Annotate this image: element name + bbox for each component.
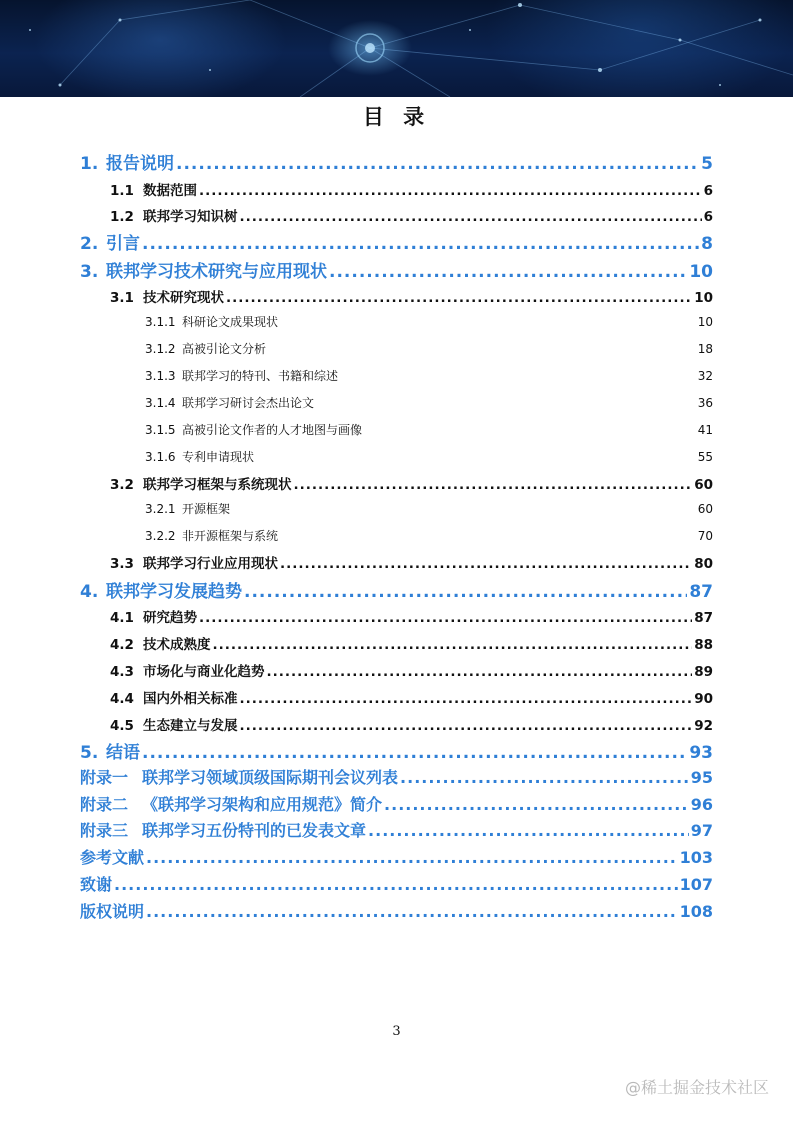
toc-entry-title: 联邦学习研讨会杰出论文 (182, 396, 315, 410)
toc-entry[interactable] (80, 899, 713, 923)
toc-entry-title: 联邦学习技术研究与应用现状 (106, 262, 327, 282)
toc-entry-title: 联邦学习五份特刊的已发表文章 (142, 821, 367, 840)
toc-entry-number: 4.5 (110, 718, 134, 734)
toc-leader-dots (146, 902, 678, 921)
toc-entry[interactable] (110, 552, 713, 572)
toc-entry-title: 开源框架 (182, 502, 231, 516)
toc-entry[interactable] (80, 577, 713, 601)
toc-entry-page: 60 (694, 477, 713, 493)
toc-entry-page: 18 (697, 342, 713, 356)
toc-leader-dots (280, 556, 692, 572)
toc-entry-page: 5 (701, 154, 713, 174)
toc-entry[interactable] (145, 448, 713, 466)
toc-entry-page: 96 (690, 795, 713, 814)
toc-entry-page: 70 (697, 529, 713, 543)
toc-entry[interactable] (110, 606, 713, 626)
toc-entry-title: 致谢 (80, 875, 113, 894)
toc-entry-number: 3.1 (110, 290, 134, 306)
toc-entry-number: 3.1.2 (145, 342, 176, 356)
toc-entry-page: 93 (689, 743, 713, 763)
toc-entry-number: 附录二 (80, 795, 129, 814)
toc-entry-page: 32 (697, 369, 713, 383)
toc-entry-page: 6 (703, 209, 713, 225)
toc-entry[interactable] (80, 792, 713, 816)
toc-entry-number: 3.1.6 (145, 450, 176, 464)
toc-entry[interactable] (110, 660, 713, 680)
toc-entry[interactable] (80, 872, 713, 896)
toc-leader-dots (142, 234, 699, 254)
toc-leader-dots (176, 154, 699, 174)
toc-entry-number: 1.1 (110, 183, 134, 199)
toc-leader-dots (368, 821, 689, 840)
toc-entry[interactable] (80, 257, 713, 281)
toc-entry-number: 3.1.5 (145, 423, 176, 437)
toc-entry-title: 联邦学习的特刊、书籍和综述 (182, 369, 339, 383)
toc-entry-number: 4.3 (110, 664, 134, 680)
toc-leader-dots (142, 743, 687, 763)
toc-entry-number: 4.4 (110, 691, 134, 707)
toc-entry-title: 报告说明 (106, 154, 174, 174)
toc-entry-page: 10 (694, 290, 713, 306)
toc-entry-number: 3.2.2 (145, 529, 176, 543)
toc-entry[interactable] (110, 714, 713, 734)
toc-leader-dots (226, 290, 692, 306)
toc-entry[interactable] (110, 473, 713, 493)
toc-entry-page: 55 (697, 450, 713, 464)
network-graphic (0, 0, 793, 97)
toc-leader-dots (114, 875, 678, 894)
toc-entry-title: 国内外相关标准 (143, 691, 238, 707)
toc-entry-number: 附录三 (80, 821, 129, 840)
toc-entry[interactable] (110, 633, 713, 653)
toc-entry-page: 95 (690, 768, 713, 787)
toc-entry[interactable] (145, 394, 713, 412)
toc-leader-dots (244, 582, 687, 602)
toc-entry-number: 3.1.4 (145, 396, 176, 410)
toc-leader-dots (213, 637, 693, 653)
toc-entry-page: 90 (694, 691, 713, 707)
toc-entry-page: 36 (697, 396, 713, 410)
toc-entry-page: 6 (703, 183, 713, 199)
toc-leader-dots (400, 768, 689, 787)
toc-entry-title: 生态建立与发展 (143, 718, 238, 734)
toc-entry-number: 4.2 (110, 637, 134, 653)
toc-entry[interactable] (110, 179, 713, 199)
toc-entry-title: 技术成熟度 (143, 637, 211, 653)
toc-entry-page: 87 (694, 610, 713, 626)
toc-entry-page: 10 (697, 315, 713, 329)
toc-entry-number: 2. (80, 234, 99, 254)
toc-entry[interactable] (145, 340, 713, 358)
toc-leader-dots (384, 795, 689, 814)
toc-entry-number: 3.2.1 (145, 502, 176, 516)
page-number: 3 (392, 1024, 401, 1039)
toc-entry-title: 数据范围 (143, 183, 197, 199)
toc-entry-number: 4. (80, 582, 99, 602)
toc-entry-page: 60 (697, 502, 713, 516)
toc-entry-title: 引言 (106, 234, 140, 254)
toc-leader-dots (240, 209, 702, 225)
toc-entry[interactable] (145, 527, 713, 545)
toc-entry-page: 87 (689, 582, 713, 602)
toc-entry-number: 附录一 (80, 768, 129, 787)
toc-entry-title: 联邦学习知识树 (143, 209, 238, 225)
toc-leader-dots (267, 664, 693, 680)
toc-entry-title: 非开源框架与系统 (182, 529, 279, 543)
toc-entry-page: 97 (690, 821, 713, 840)
toc-entry-page: 107 (679, 875, 713, 894)
toc-entry-number: 1. (80, 154, 99, 174)
toc-entry-title: 《联邦学习架构和应用规范》简介 (142, 795, 383, 814)
toc-entry-title: 科研论文成果现状 (182, 315, 279, 329)
toc-leader-dots (146, 848, 678, 867)
toc-entry[interactable] (145, 367, 713, 385)
toc-entry-title: 结语 (106, 743, 140, 763)
toc-entry-page: 88 (694, 637, 713, 653)
toc-entry[interactable] (80, 818, 713, 842)
toc-entry-number: 3. (80, 262, 99, 282)
toc-leader-dots (199, 183, 702, 199)
toc-entry-title: 联邦学习发展趋势 (106, 582, 242, 602)
toc-entry-title: 联邦学习行业应用现状 (143, 556, 278, 572)
toc-entry-title: 研究趋势 (143, 610, 197, 626)
toc-entry[interactable] (110, 687, 713, 707)
toc-leader-dots (294, 477, 693, 493)
toc-entry-title: 联邦学习领域顶级国际期刊会议列表 (142, 768, 399, 787)
toc-entry-page: 89 (694, 664, 713, 680)
toc-entry-title: 高被引论文分析 (182, 342, 267, 356)
toc-entry-title: 参考文献 (80, 848, 145, 867)
toc-entry[interactable] (80, 765, 713, 789)
toc-entry[interactable] (80, 738, 713, 762)
toc-entry[interactable] (80, 845, 713, 869)
toc-entry[interactable] (110, 286, 713, 306)
toc-entry-number: 3.1.1 (145, 315, 176, 329)
watermark: @稀土掘金技术社区 (624, 1078, 769, 1097)
toc-entry-number: 4.1 (110, 610, 134, 626)
header-banner (0, 0, 793, 97)
toc-entry-page: 10 (689, 262, 713, 282)
toc-title: 目 录 (362, 105, 431, 129)
toc-entry-title: 市场化与商业化趋势 (143, 664, 265, 680)
toc-leader-dots (199, 610, 692, 626)
toc-entry[interactable] (145, 421, 713, 439)
toc-entry-number: 3.1.3 (145, 369, 176, 383)
toc-entry-number: 1.2 (110, 209, 134, 225)
toc-entry-title: 专利申请现状 (182, 450, 255, 464)
toc-entry-number: 3.3 (110, 556, 134, 572)
toc-entry[interactable] (145, 500, 713, 518)
toc-entry-title: 高被引论文作者的人才地图与画像 (182, 423, 363, 437)
toc-leader-dots (329, 262, 687, 282)
toc-entry[interactable] (145, 313, 713, 331)
toc-entry-page: 41 (697, 423, 713, 437)
toc-entry-page: 92 (694, 718, 713, 734)
toc-entry-title: 联邦学习框架与系统现状 (143, 477, 292, 493)
toc-entry-page: 80 (694, 556, 713, 572)
toc-leader-dots (240, 691, 693, 707)
toc-entry[interactable] (110, 205, 713, 225)
toc-entry-page: 108 (679, 902, 713, 921)
toc-entry[interactable] (80, 149, 713, 173)
toc-entry-page: 103 (679, 848, 713, 867)
toc-entry-title: 版权说明 (80, 902, 145, 921)
toc-entry-number: 3.2 (110, 477, 134, 493)
toc-entry-page: 8 (701, 234, 713, 254)
toc-entry[interactable] (80, 229, 713, 253)
toc-entry-number: 5. (80, 743, 99, 763)
toc-entry-title: 技术研究现状 (143, 290, 224, 306)
toc-leader-dots (240, 718, 693, 734)
